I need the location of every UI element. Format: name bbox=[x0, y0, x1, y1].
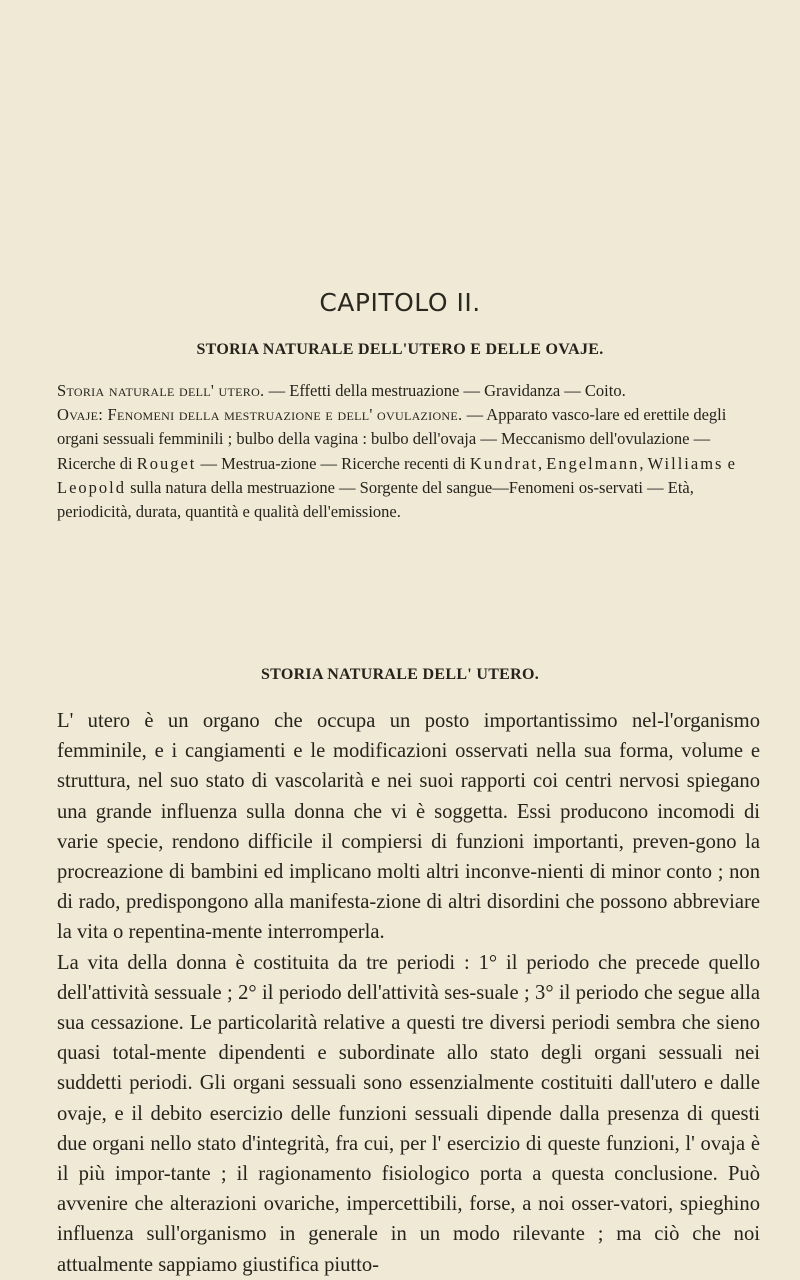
summary-label-uterus: Storia naturale dell' utero. bbox=[57, 381, 265, 400]
body-paragraph: La vita della donna è costituita da tre periodi : 1° il periodo che precede quello dell'attività sessuale ; 2° il periodo dell'attività ses-suale ; 3° il periodo che segue alla sua cessazione. Le particolarità relative a questi tre diversi periodi sembra che sieno quasi total-mente dipendenti e subordinate allo stato degli organi sessuali nei suddetti periodi. Gli organi sessuali sono essenzialmente costituiti dall'utero e dalle ovaje, e il debito esercizio delle funzioni sessuali dipende dalla presenza di questi due organi nello stato d'integrità, fra cui, per l' esercizio di queste funzioni, l' ovaja è il più impor-tante ; il ragionamento fisiologico porta a questa conclusione. Può avvenire che alterazioni ovariche, impercettibili, forse, a noi osser-vatori, spieghino influenza sull'organismo in generale in un modo rilevante ; ma ciò che noi attualmente sappiamo giustifica piutto- bbox=[57, 951, 760, 1276]
chapter-title: STORIA NATURALE DELL'UTERO E DELLE OVAJE. bbox=[196, 341, 604, 358]
section-heading: STORIA NATURALE DELL' UTERO. bbox=[260, 666, 540, 683]
author-rouget: Rouget bbox=[136, 453, 197, 473]
summary-paragraph-uterus bbox=[57, 379, 757, 403]
chapter-summary bbox=[57, 379, 757, 524]
summary-paragraph-ovaries bbox=[57, 403, 757, 524]
author-engelmann: Engelmann bbox=[546, 453, 640, 473]
author-williams: Williams bbox=[647, 453, 724, 473]
summary-text-uterus: — Effetti della mestruazione — Gravidanza — Coito. bbox=[264, 381, 626, 400]
author-kundrat: Kundrat bbox=[469, 453, 538, 473]
separator-2: , bbox=[639, 453, 648, 473]
summary-text-ovaries-a: — Apparato vasco-lare ed erettile degli organi sessuali femminili ; bulbo della vagina : bulbo dell'ovaja — Meccanismo dell'ovulazione — Ricerche di bbox=[57, 405, 727, 473]
author-leopold: Leopold bbox=[57, 477, 126, 497]
summary-text-ovaries-b: — Mestrua-zione — Ricerche recenti di bbox=[196, 453, 470, 473]
body-text bbox=[57, 706, 760, 1280]
summary-label-ovaries: Ovaje: Fenomeni della mestruazione e dell' ovulazione. bbox=[57, 405, 463, 425]
chapter-heading: CAPITOLO II. bbox=[319, 288, 481, 317]
separator-3: e bbox=[723, 453, 735, 473]
summary-text-ovaries-c: sulla natura della mestruazione — Sorgente del sangue—Fenomeni os-servati — Età, periodicità, durata, quantità e qualità dell'emissione. bbox=[57, 477, 694, 522]
body-paragraph: L' utero è un organo che occupa un posto importantissimo nel-l'organismo femminile, e i cangiamenti e le modificazioni osservati nella sua forma, volume e struttura, nel suo stato di vascolarità e nei suoi rapporti coi centri nervosi spiegano una grande influenza sulla donna che vi è soggetta. Essi producono incomodi di varie specie, rendono difficile il compiersi di funzioni importanti, preven-gono la procreazione di bambini ed implicano molti altri inconve-nienti di minor conto ; non di rado, predispongono alla manifesta-zione di altri disordini che possono abbreviare la vita o repentina-mente interromperla. bbox=[57, 710, 760, 944]
separator-1: , bbox=[537, 453, 547, 473]
